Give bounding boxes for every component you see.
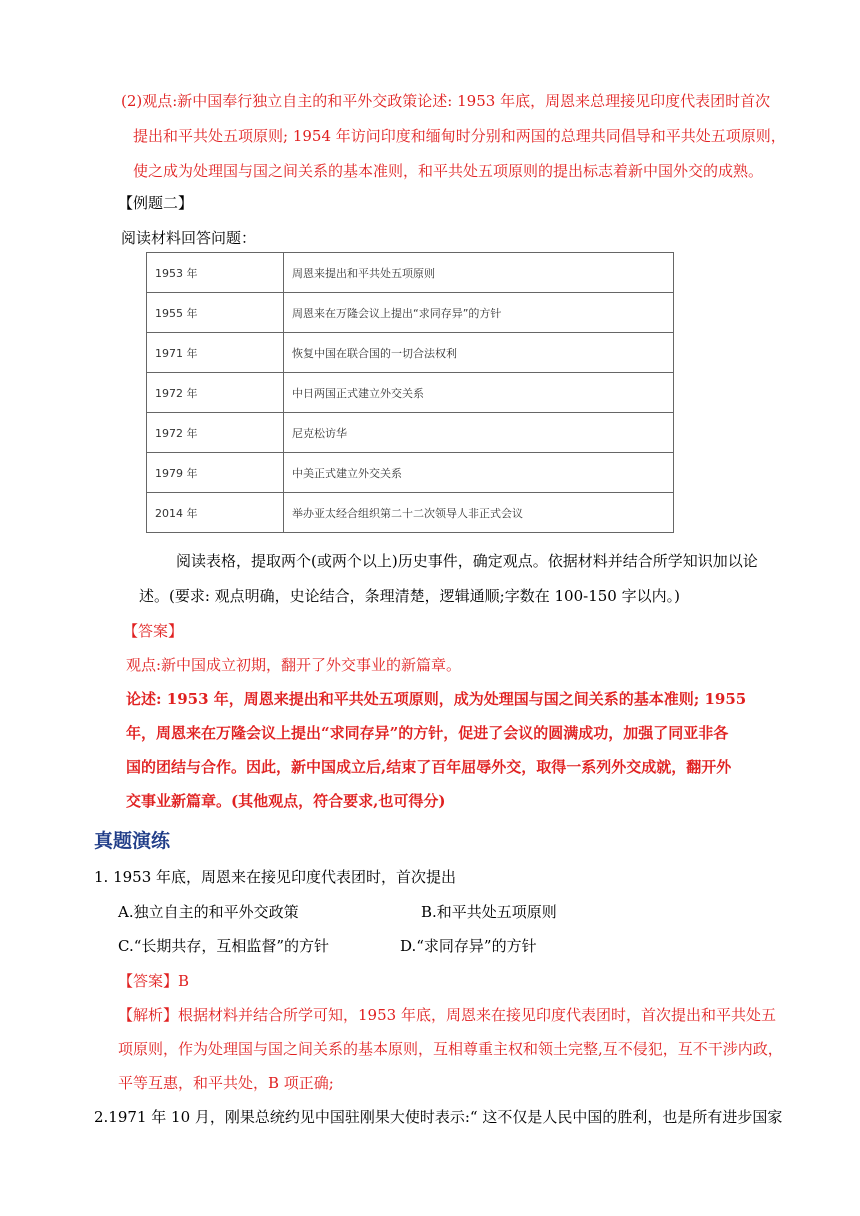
q1-stem: 1. 1953 年底，周恩来在接见印度代表团时，首次提出 xyxy=(94,868,457,886)
answer-argument-line: 交事业新篇章。(其他观点，符合要求,也可得分) xyxy=(126,792,446,810)
q1-analysis-line: 平等互惠，和平共处，B 项正确; xyxy=(118,1074,334,1092)
table-cell-event: 中日两国正式建立外交关系 xyxy=(284,373,674,413)
question-line: 阅读表格，提取两个(或两个以上)历史事件，确定观点。依据材料并结合所学知识加以论 xyxy=(176,552,758,570)
events-table xyxy=(146,252,674,533)
table-cell-event: 中美正式建立外交关系 xyxy=(284,453,674,493)
table-cell-year: 1979 年 xyxy=(147,453,284,493)
table-cell-event: 举办亚太经合组织第二十二次领导人非正式会议 xyxy=(284,493,674,533)
table-cell-year: 1971 年 xyxy=(147,333,284,373)
answer-view: 观点:新中国成立初期，翻开了外交事业的新篇章。 xyxy=(126,656,462,674)
table-cell-year: 1955 年 xyxy=(147,293,284,333)
q1-option-d: D.“求同存异”的方针 xyxy=(400,937,537,955)
table-cell-event: 周恩来提出和平共处五项原则 xyxy=(284,253,674,293)
table-row xyxy=(147,413,674,453)
q1-option-a: A.独立自主的和平外交政策 xyxy=(118,903,299,921)
table-row xyxy=(147,333,674,373)
q2-stem: 2.1971 年 10 月，刚果总统约见中国驻刚果大使时表示:“ 这不仅是人民中国的胜利，也是所有进步国家 xyxy=(94,1108,783,1126)
table-cell-event: 恢复中国在联合国的一切合法权利 xyxy=(284,333,674,373)
table-row xyxy=(147,293,674,333)
table-row xyxy=(147,253,674,293)
table-row xyxy=(147,493,674,533)
q1-analysis-line: 【解析】根据材料并结合所学可知，1953 年底，周恩来在接见印度代表团时，首次提出和平共处五 xyxy=(118,1006,776,1024)
table-cell-event: 周恩来在万隆会议上提出“求同存异”的方针 xyxy=(284,293,674,333)
q1-answer: 【答案】B xyxy=(118,972,190,990)
table-cell-event: 尼克松访华 xyxy=(284,413,674,453)
answer-argument-line: 论述: 1953 年，周恩来提出和平共处五项原则，成为处理国与国之间关系的基本准则; 1955 xyxy=(126,690,747,708)
q1-option-b: B.和平共处五项原则 xyxy=(421,903,557,921)
answer-argument-line: 国的团结与合作。因此，新中国成立后,结束了百年屈辱外交，取得一系列外交成就，翻开外 xyxy=(126,758,732,776)
table-cell-year: 1972 年 xyxy=(147,413,284,453)
para-view-line: 提出和平共处五项原则; 1954 年访问印度和缅甸时分别和两国的总理共同倡导和平共处五项原则， xyxy=(133,127,786,145)
table-row xyxy=(147,373,674,413)
table-cell-year: 1953 年 xyxy=(147,253,284,293)
para-view-line: 使之成为处理国与国之间关系的基本准则，和平共处五项原则的提出标志着新中国外交的成熟。 xyxy=(133,162,764,180)
q1-option-c: C.“长期共存，互相监督”的方针 xyxy=(118,937,330,955)
q1-analysis-line: 项原则，作为处理国与国之间关系的基本原则，互相尊重主权和领土完整,互不侵犯，互不干涉内政， xyxy=(118,1040,783,1058)
para-view-line: (2)观点:新中国奉行独立自主的和平外交政策论述: 1953 年底，周恩来总理接见印度代表团时首次 xyxy=(121,92,771,110)
answer-argument-line: 年，周恩来在万隆会议上提出“求同存异”的方针，促进了会议的圆满成功，加强了同亚非各 xyxy=(126,724,729,742)
section-title: 真题演练 xyxy=(94,830,171,852)
table-cell-year: 1972 年 xyxy=(147,373,284,413)
table-row xyxy=(147,453,674,493)
read-prompt: 阅读材料回答问题： xyxy=(121,229,257,247)
question-line: 述。(要求: 观点明确，史论结合，条理清楚，逻辑通顺;字数在 100-150 字以内。) xyxy=(139,587,680,605)
answer-label: 【答案】 xyxy=(123,622,184,640)
table-cell-year: 2014 年 xyxy=(147,493,284,533)
example2-label: 【例题二】 xyxy=(118,194,194,212)
